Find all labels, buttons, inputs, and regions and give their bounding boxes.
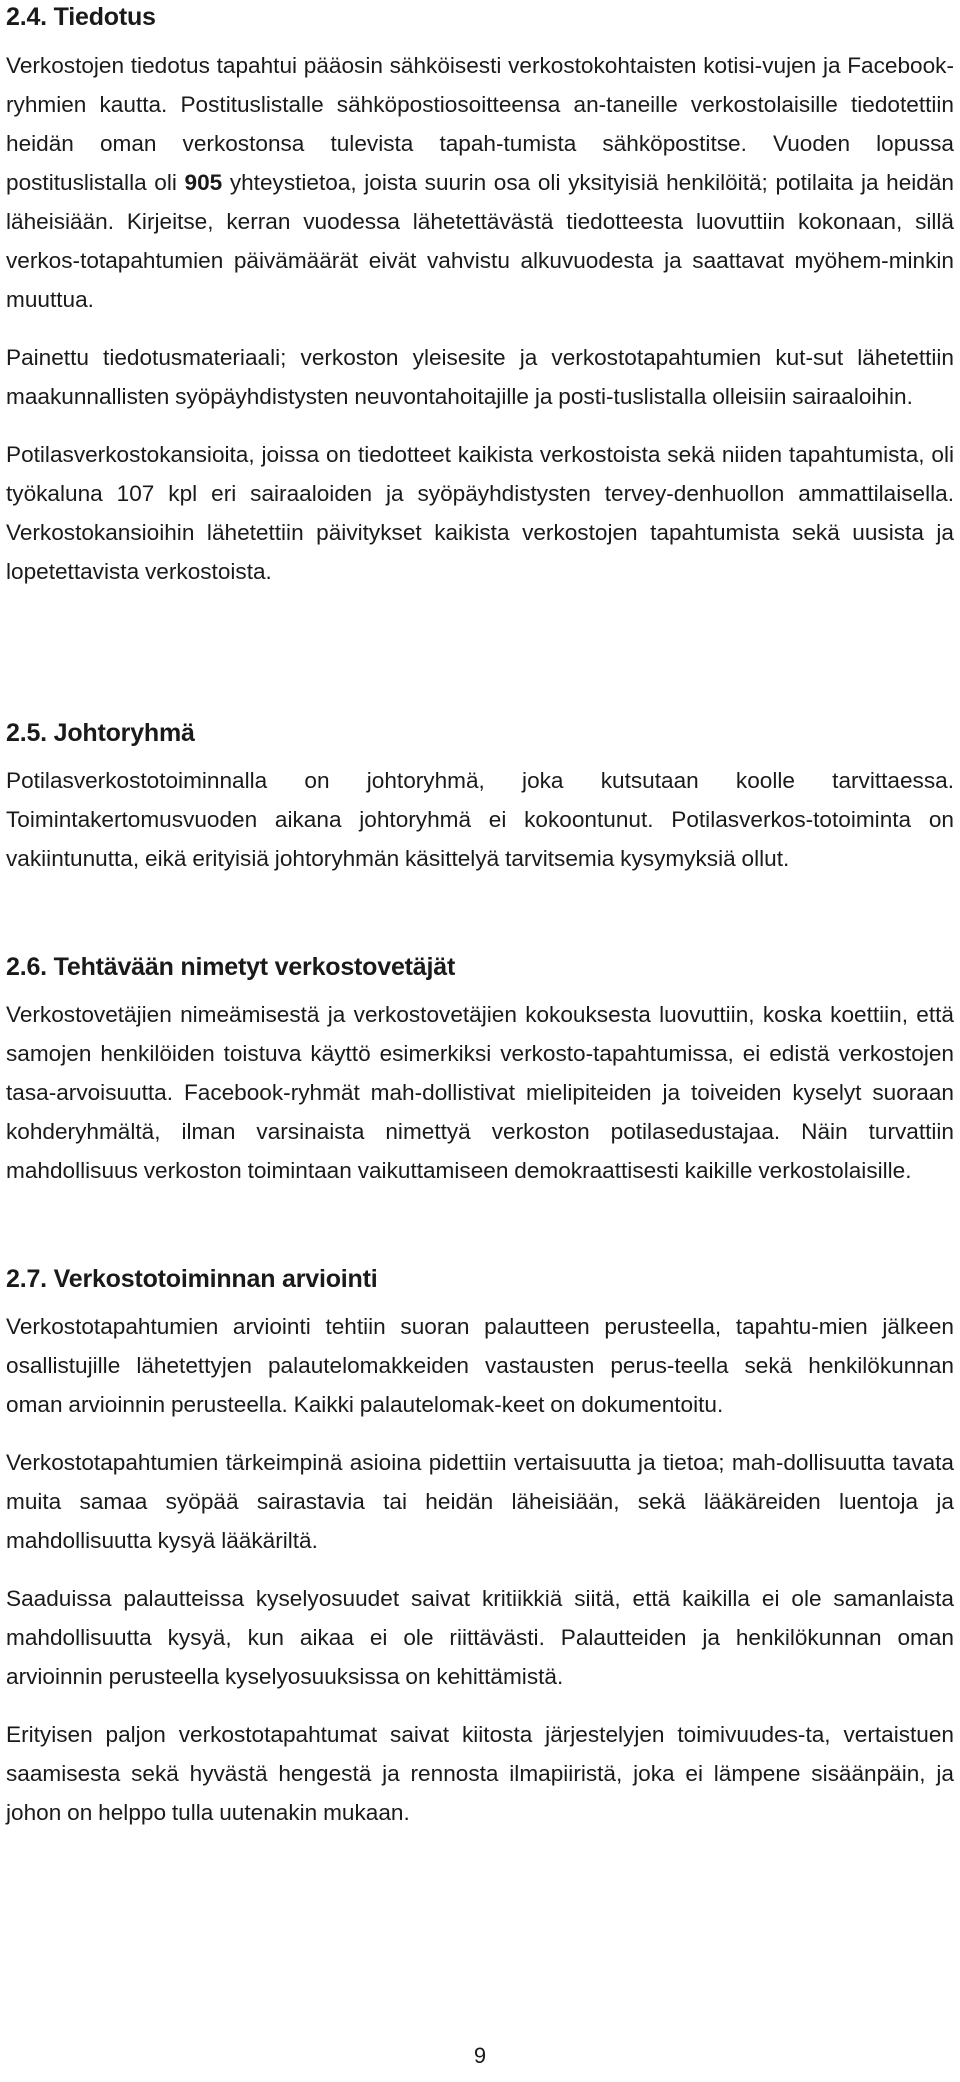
paragraph: Potilasverkostokansioita, joissa on tiedotteet kaikista verkostoista sekä niiden tapahtumista, oli työkaluna 107 kpl eri sairaaloiden ja syöpäyhdistysten tervey-denhuollon ammattilaisella. Verkostokansioihin lähetettiin päivitykset kaikista verkostojen tapahtumista sekä uusista ja lopetettavista verkostoista. (6, 442, 954, 584)
section-heading: 2.7. Verkostotoiminnan arviointi (6, 1265, 378, 1293)
section-verkostovetajat (6, 952, 954, 1190)
contact-count: 905 (184, 170, 223, 195)
paragraph: Erityisen paljon verkostotapahtumat saivat kiitosta järjestelyjen toimivuudes-ta, vertaistuen saamisesta sekä hyvästä hengestä ja rennosta ilmapiiristä, joka ei lämpene sisäänpäin, ja johon on helppo tulla uutenakin mukaan. (6, 1722, 954, 1825)
section-johtoryhma (6, 718, 954, 878)
page-number: 9 (473, 2043, 487, 2068)
paragraph: Saaduissa palautteissa kyselyosuudet saivat kritiikkiä siitä, että kaikilla ei ole samanlaista mahdollisuutta kysyä, kun aikaa ei ole riittävästi. Palautteiden ja henkilökunnan oman arvioinnin perusteella kyselyosuuksissa on kehittämistä. (6, 1586, 954, 1689)
paragraph-text: yhteystietoa, joista suurin osa oli yksityisiä henkilöitä; potilaita ja heidän läheisiään. Kirjeitse, kerran vuodessa lähetettävästä tiedotteesta luovuttiin kokonaan, sillä verkos-totapahtumien päivämäärät eivät vahvistu alkuvuodesta ja saattavat myöhem-minkin muuttua. (6, 170, 954, 312)
paragraph: Painettu tiedotusmateriaali; verkoston yleisesite ja verkostotapahtumien kut-sut lähetettiin maakunnallisten syöpäyhdistysten neuvontahoitajille ja posti-tuslistalla olleisiin sairaaloihin. (6, 345, 954, 409)
section-tiedotus (6, 2, 954, 610)
section-arviointi (6, 1264, 954, 1851)
section-heading: 2.4. Tiedotus (6, 3, 156, 31)
paragraph: Verkostotapahtumien tärkeimpinä asioina pidettiin vertaisuutta ja tietoa; mah-dollisuutta tavata muita samaa syöpää sairastavia tai heidän läheisiään, sekä lääkäreiden luentoja ja mahdollisuutta kysyä lääkäriltä. (6, 1450, 954, 1553)
section-heading: 2.6. Tehtävään nimetyt verkostovetäjät (6, 953, 456, 981)
paragraph-text: Verkostojen tiedotus tapahtui pääosin sähköisesti verkostokohtaisten kotisi-vujen ja Facebook-ryhmien kautta. Postituslistalle sähköpostiosoitteensa an-taneille verkostolaisille tiedotettiin heidän oman verkostonsa tulevista tapah-tumista sähköpostitse. Vuoden lopussa postituslistalla oli (6, 53, 954, 195)
paragraph: Verkostotapahtumien arviointi tehtiin suoran palautteen perusteella, tapahtu-mien jälkeen osallistujille lähetettyjen palautelomakkeiden vastausten perus-teella sekä henkilökunnan oman arvioinnin perusteella. Kaikki palautelomak-keet on dokumentoitu. (6, 1314, 954, 1417)
paragraph: Verkostovetäjien nimeämisestä ja verkostovetäjien kokouksesta luovuttiin, koska koettiin, että samojen henkilöiden toistuva käyttö esimerkiksi verkosto-tapahtumissa, ei edistä verkostojen tasa-arvoisuutta. Facebook-ryhmät mah-dollistivat mielipiteiden ja toiveiden kyselyt suoraan kohderyhmältä, ilman varsinaista nimettyä verkoston potilasedustajaa. Näin turvattiin mahdollisuus verkoston toimintaan vaikuttamiseen demokraattisesti kaikille verkostolaisille. (6, 1002, 954, 1183)
section-heading: 2.5. Johtoryhmä (6, 719, 195, 747)
paragraph: Potilasverkostotoiminnalla on johtoryhmä, joka kutsutaan koolle tarvittaessa. Toimintakertomusvuoden aikana johtoryhmä ei kokoontunut. Potilasverkos-totoiminta on vakiintunutta, eikä erityisiä johtoryhmän käsittelyä tarvitsemia kysymyksiä ollut. (6, 768, 954, 871)
paragraph (6, 46, 954, 319)
